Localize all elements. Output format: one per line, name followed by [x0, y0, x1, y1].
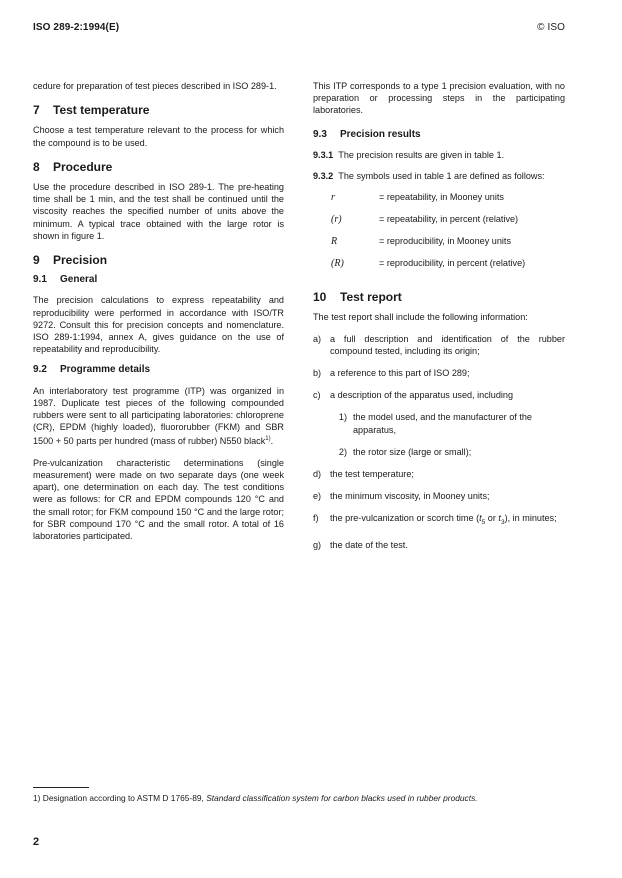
section-number: 9.2 [33, 364, 47, 376]
section-9-2-text-2: Pre-vulcanization characteristic determinations (single measurement) were made on two separate days (one week apart), one determination on each day. The test conditions were as follows: for CR and EPDM compounds 120 °C and the small rotor; for FKM compound 150 °C and the large rotor; for SBR compound 170 °C and the small rotor. A total of 16 laboratories participated. [33, 457, 284, 541]
item-marker: g) [313, 540, 322, 551]
section-9-3-2-text [313, 170, 565, 182]
section-number: 9.1 [33, 274, 47, 286]
left-column [33, 80, 284, 551]
sub-list-item [330, 446, 565, 458]
section-title: Test report [340, 290, 402, 305]
list-item [313, 389, 565, 401]
symbol-definition: = reproducibility, in Mooney units [379, 236, 512, 247]
symbol-definition: = repeatability, in Mooney units [379, 192, 504, 203]
clause-number: 9.3.1 [313, 149, 334, 160]
item-text: a description of the apparatus used, including [330, 390, 514, 401]
symbol-row [313, 213, 565, 235]
footnote-text: 1) Designation according to ASTM D 1765-89, [33, 793, 207, 803]
header-document-id: ISO 289-2:1994(E) [33, 22, 120, 33]
item-marker: a) [313, 333, 322, 344]
item-text: the test temperature; [330, 469, 414, 480]
symbol: (r) [331, 214, 342, 226]
section-9-1-heading [33, 274, 284, 286]
footnote-ref: 1) [265, 436, 271, 443]
section-number: 8 [33, 159, 40, 174]
list-item [313, 468, 565, 480]
itp-intro-text: This ITP corresponds to a type 1 precision evaluation, with no preparation or processing steps in the participating laboratories. [313, 81, 565, 116]
section-9-heading [33, 254, 284, 266]
section-number: 9 [33, 253, 40, 268]
item-marker: 2) [338, 446, 347, 457]
symbol: R [331, 236, 338, 248]
page-number: 2 [33, 836, 40, 848]
symbol-definition: = repeatability, in percent (relative) [379, 214, 519, 225]
section-number: 10 [313, 290, 327, 305]
section-8-text: Use the procedure described in ISO 289-1. The pre-heating time shall be 1 min, and the test shall be continued until the viscosity reaches the specified number of units above the minimum. A typical trace obtained with the large rotor is shown in figure 1. [33, 182, 284, 241]
intro-text: cedure for preparation of test pieces described in ISO 289-1. [33, 81, 277, 91]
section-8-heading [33, 161, 284, 173]
section-7-text: Choose a test temperature relevant to the process for which the compound is to be used. [33, 125, 284, 148]
sub-list-item [330, 411, 565, 435]
item-text-part: ), in minutes; [504, 513, 557, 524]
item-text: the rotor size (large or small); [353, 446, 472, 457]
subscript: 3 [500, 519, 505, 527]
item-text [330, 512, 565, 529]
section-9-3-1-text [313, 149, 565, 161]
time-symbol: t [498, 513, 501, 524]
clause-text: The symbols used in table 1 are defined as follows: [338, 171, 545, 182]
itp-description: An interlaboratory test programme (ITP) was organized in 1987. Duplicate test pieces of the following compounded rubbers were sent to all participating laboratories: chloroprene (CR), EPDM (highly loaded), fluororubber (FKM) and SBR 1500 + 50 parts per hundred (mass of rubber) N550 black [33, 385, 284, 447]
list-item [313, 367, 565, 379]
report-items [313, 333, 565, 552]
section-9-3-heading [313, 129, 565, 141]
sentence-end: . [270, 436, 274, 447]
section-9-2-heading [33, 364, 284, 376]
footnote-divider [33, 787, 89, 788]
section-title: General [60, 274, 98, 286]
item-marker: b) [313, 368, 322, 379]
right-column [313, 80, 565, 562]
item-text: a reference to this part of ISO 289; [330, 368, 470, 379]
item-marker: f) [313, 513, 319, 524]
symbol: (R) [331, 258, 344, 270]
section-9-1-text: The precision calculations to express repeatability and reproducibility were performed in accordance with ISO/TR 9272. Consult this for precision concepts and nomenclature. ISO 289-1:1994, annex A, gives guidance on the use of repeatability and reproducibility. [33, 295, 284, 355]
list-item [313, 539, 565, 551]
symbol-definition: = reproducibility, in percent (relative) [379, 258, 526, 269]
symbol: r [331, 192, 335, 204]
symbol-row [313, 191, 565, 213]
section-title: Test temperature [53, 103, 150, 118]
item-text: the minimum viscosity, in Mooney units; [330, 491, 490, 502]
section-10-text: The test report shall include the following information: [313, 312, 528, 323]
symbol-row [313, 257, 565, 279]
item-text: the model used, and the manufacturer of the apparatus, [353, 412, 532, 435]
clause-number: 9.3.2 [313, 171, 334, 182]
item-marker: c) [313, 390, 321, 401]
time-symbol: t [479, 513, 482, 524]
item-text: a full description and identification of the rubber compound tested, including its origin; [330, 333, 565, 356]
clause-text: The precision results are given in table 1. [338, 149, 505, 160]
item-text-part: the pre-vulcanization or scorch time ( [330, 513, 480, 524]
symbol-definitions [313, 191, 565, 279]
subscript: 5 [481, 519, 486, 527]
list-item [313, 512, 565, 529]
section-title: Precision [53, 253, 108, 268]
footnote [33, 793, 478, 803]
item-marker: 1) [338, 412, 347, 423]
section-title: Procedure [53, 159, 113, 174]
section-9-2-text-1 [33, 385, 284, 448]
footnote-title: Standard classification system for carbon blacks used in rubber products. [206, 793, 478, 803]
item-marker: e) [313, 491, 322, 502]
section-number: 7 [33, 103, 40, 118]
section-7-heading [33, 104, 284, 116]
list-item [313, 490, 565, 502]
section-10-heading [313, 291, 565, 303]
item-marker: d) [313, 469, 322, 480]
list-item [313, 333, 565, 357]
header-copyright: © ISO [537, 22, 565, 33]
symbol-row [313, 235, 565, 257]
item-text: the date of the test. [330, 540, 408, 551]
section-title: Precision results [340, 128, 421, 140]
section-title: Programme details [60, 364, 151, 376]
section-number: 9.3 [313, 128, 327, 140]
item-text-part: or [485, 513, 499, 524]
